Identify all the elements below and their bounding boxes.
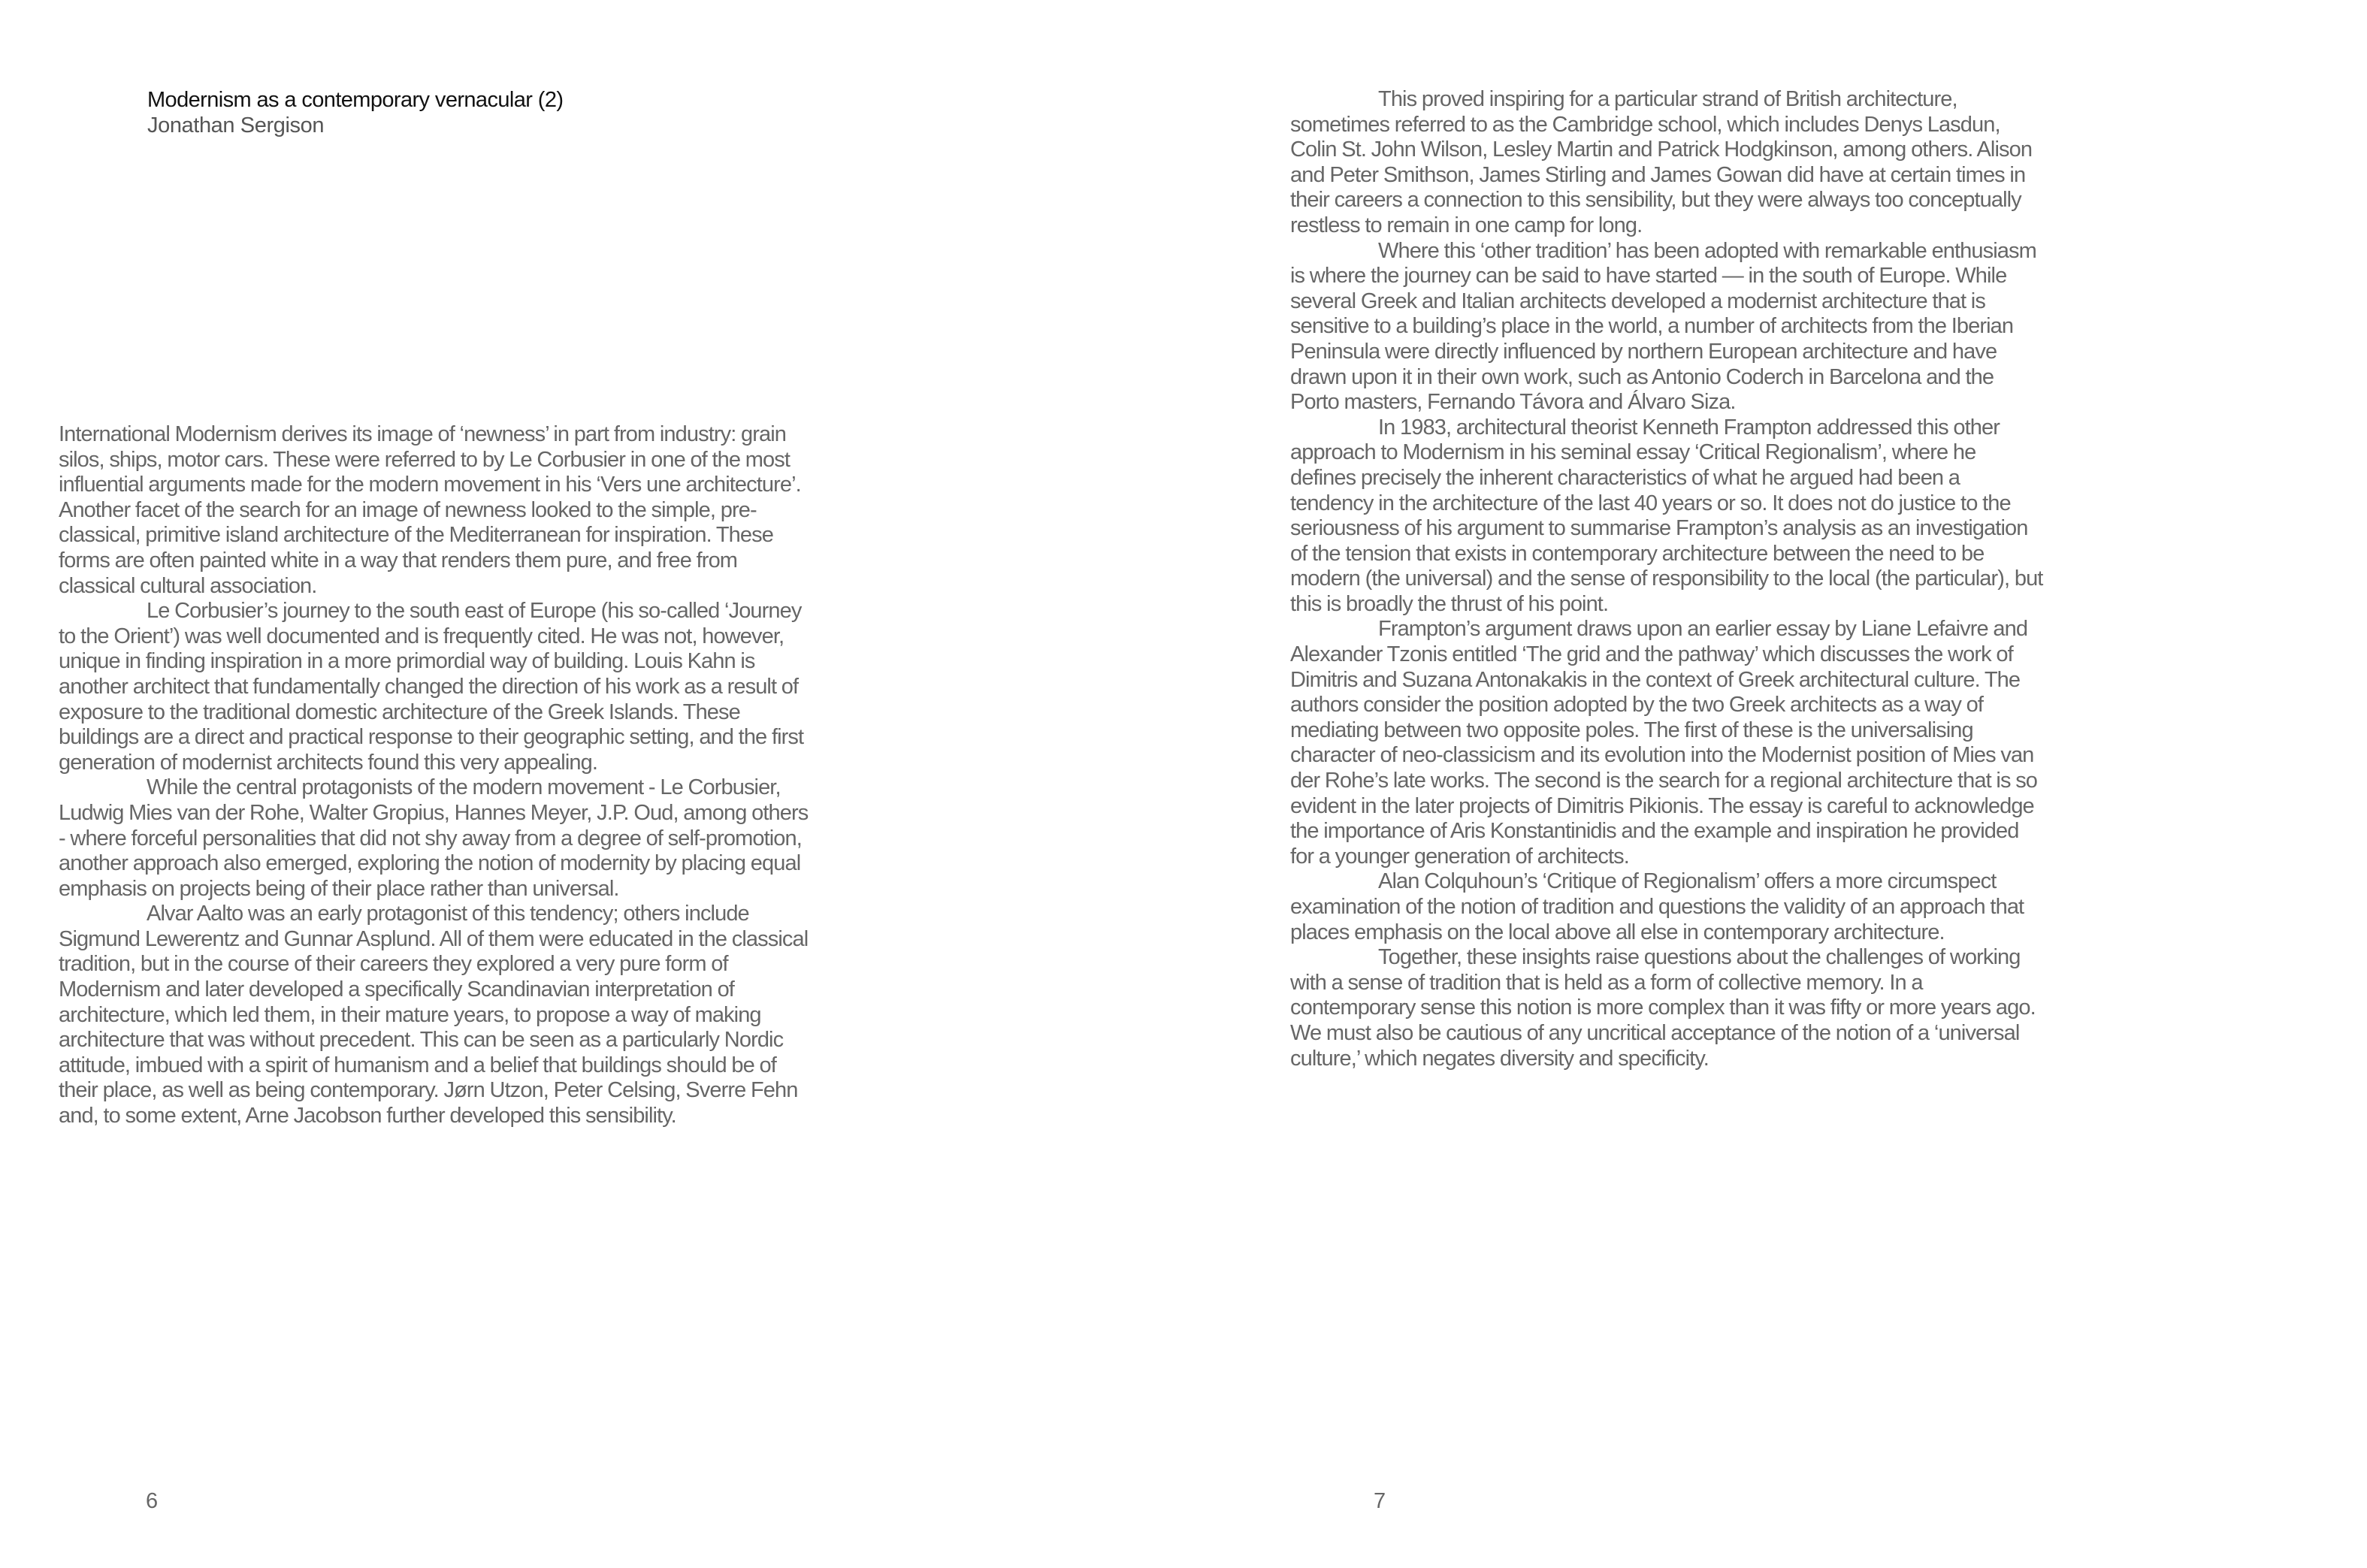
page-number: 6 xyxy=(146,1489,159,1513)
paragraph: International Modernism derives its image of ‘newness’ in part from industry: grain silos, ships, motor cars. These were referred to by Le Corbusier in one of the most influential arguments made for the modern movement in his ‘Vers une architecture’. Another facet of the search for an image of newness looked to the simple, pre-classical, primitive island architecture of the Mediterranean for inspiration. These forms are often painted white in a way that renders them pure, and free from classical cultural association. xyxy=(59,422,801,598)
paragraph: Alan Colquhoun’s ‘Critique of Regionalism’ offers a more circumspect examination of the notion of tradition and questions the validity of an approach that places emphasis on the local above all else in contemporary architecture. xyxy=(1290,869,2024,944)
paragraph: This proved inspiring for a particular strand of British architecture, sometimes referred to as the Cambridge school, which includes Denys Lasdun, Colin St. John Wilson, Lesley Martin and Patrick Hodgkinson, among others. Alison and Peter Smithson, James Stirling and James Gowan did have at certain times in their careers a connection to this sensibility, but they were always too conceptually restless to remain in one camp for long. xyxy=(1290,87,2033,237)
right-page xyxy=(1184,0,2367,1568)
right-body-text xyxy=(1290,87,2046,1071)
paragraph: In 1983, architectural theorist Kenneth Frampton addressed this other approach to Modernism in his seminal essay ‘Critical Regionalism’, where he defines precisely the inherent characteristics of what he argued had been a tendency in the architecture of the last 40 years or so. It does not do justice to the seriousness of his argument to summarise Frampton’s analysis as an investigation of the tension that exists in contemporary architecture between the need to be modern (the universal) and the sense of responsibility to the local (the particular), but this is broadly the thrust of his point. xyxy=(1290,415,2043,616)
article-title: Modernism as a contemporary vernacular (2) xyxy=(147,88,564,112)
article-author: Jonathan Sergison xyxy=(147,113,325,137)
page-number: 7 xyxy=(1374,1489,1386,1513)
article-header xyxy=(147,87,563,138)
paragraph: Together, these insights raise questions about the challenges of working with a sense of tradition that is held as a form of collective memory. In a contemporary sense this notion is more complex than it was fifty or more years ago. We must also be cautious of any uncritical acceptance of the notion of a ‘universal culture,’ which negates diversity and specificity. xyxy=(1290,945,2036,1071)
left-body-text xyxy=(59,422,812,1129)
paragraph: Alvar Aalto was an early protagonist of this tendency; others include Sigmund Lewerentz and Gunnar Asplund. All of them were educated in the classical tradition, but in the course of their careers they explored a very pure form of Modernism and later developed a specifically Scandinavian interpretation of architecture, which led them, in their mature years, to propose a way of making architecture that was without precedent. This can be seen as a particularly Nordic attitude, imbued with a spirit of humanism and a belief that buildings should be of their place, as well as being contemporary. Jørn Utzon, Peter Celsing, Sverre Fehn and, to some extent, Arne Jacobson further developed this sensibility. xyxy=(59,902,809,1128)
paragraph: While the central protagonists of the modern movement - Le Corbusier, Ludwig Mies van der Rohe, Walter Gropius, Hannes Meyer, J.P. Oud, among others - where forceful personalities that did not shy away from a degree of self-promotion, another approach also emerged, exploring the notion of modernity by placing equal emphasis on projects being of their place rather than universal. xyxy=(59,775,809,901)
paragraph: Le Corbusier’s journey to the south east of Europe (his so-called ‘Journey to the Orient’) was well documented and is frequently cited. He was not, however, unique in finding inspiration in a more primordial way of building. Louis Kahn is another architect that fundamentally changed the direction of his work as a result of exposure to the traditional domestic architecture of the Greek Islands. These buildings are a direct and practical response to their geographic setting, and the first generation of modernist architects found this very appealing. xyxy=(59,599,804,775)
paragraph: Where this ‘other tradition’ has been adopted with remarkable enthusiasm is where the journey can be said to have started — in the south of Europe. While several Greek and Italian architects developed a modernist architecture that is sensitive to a building’s place in the world, a number of architects from the Iberian Peninsula were directly influenced by northern European architecture and have drawn upon it in their own work, such as Antonio Coderch in Barcelona and the Porto masters, Fernando Távora and Álvaro Siza. xyxy=(1290,238,2036,415)
paragraph: Frampton’s argument draws upon an earlier essay by Liane Lefaivre and Alexander Tzonis entitled ‘The grid and the pathway’ which discusses the work of Dimitris and Suzana Antonakakis in the context of Greek architectural culture. The authors consider the position adopted by the two Greek architects as a way of mediating between two opposite poles. The first of these is the universalising character of neo-classicism and its evolution into the Modernist position of Mies van der Rohe’s late works. The second is the search for a regional architecture that is so evident in the later projects of Dimitris Pikionis. The essay is careful to acknowledge the importance of Aris Konstantinidis and the example and inspiration he provided for a younger generation of architects. xyxy=(1290,617,2038,869)
